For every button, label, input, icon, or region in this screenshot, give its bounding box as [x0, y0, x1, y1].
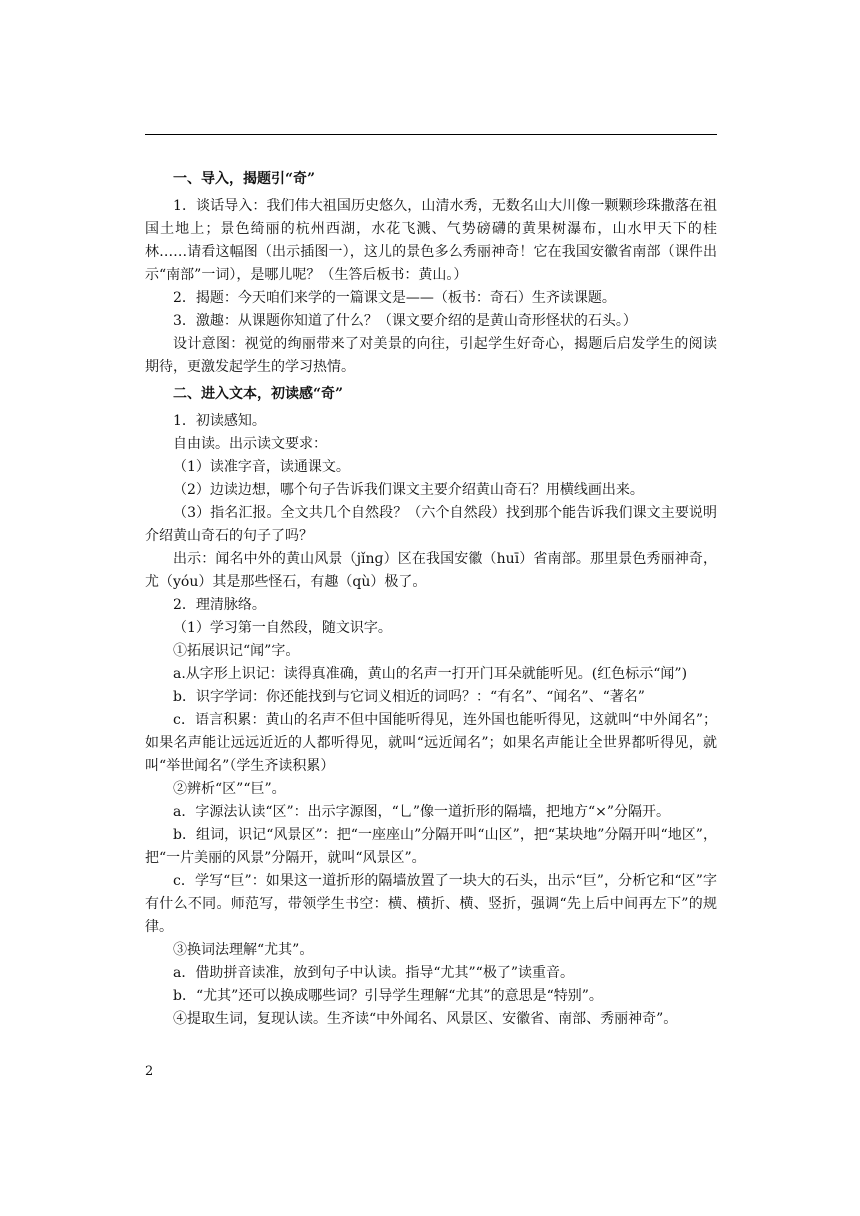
paragraph: 自由读。出示读文要求： — [173, 436, 327, 452]
paragraph: a．字源法认读“区”：出示字源图，“乚”像一道折形的隔墙，把地方“×”分隔开。 — [173, 804, 671, 820]
paragraph: （1）读准字音，读通课文。 — [173, 459, 350, 475]
paragraph: b．“尤其”还可以换成哪些词？引导学生理解“尤其”的意思是“特别”。 — [173, 988, 603, 1004]
paragraph: 1．初读感知。 — [173, 413, 266, 429]
section-heading-1: 一、导入，揭题引“奇” — [173, 171, 316, 187]
paragraph: b．识字学词：你还能找到与它词义相近的词吗？：“有名”、“闻名”、“著名” — [173, 689, 645, 705]
paragraph: 2．理清脉络。 — [173, 597, 266, 613]
page-number: 2 — [145, 1064, 154, 1079]
paragraph: 设计意图：视觉的绚丽带来了对美景的向往，引起学生好奇心，揭题后启发学生的阅读期待，更激发起学生的学习热情。 — [145, 336, 717, 375]
paragraph: a．借助拼音读准，放到句子中认读。指导“尤其”“极了”读重音。 — [173, 965, 574, 981]
paragraph: ①拓展识记“闻”字。 — [173, 643, 300, 659]
paragraph: 出示：闻名中外的黄山风景（jǐnɡ）区在我国安徽（huī）省南部。那里景色秀丽神奇，尤（yóu）其是那些怪石，有趣（qù）极了。 — [145, 551, 717, 590]
paragraph: ④提取生词，复现认读。生齐读“中外闻名、风景区、安徽省、南部、秀丽神奇”。 — [173, 1011, 678, 1027]
paragraph: ③换词法理解“尤其”。 — [173, 942, 314, 958]
paragraph: （3）指名汇报。全文共几个自然段？（六个自然段）找到那个能告诉我们课文主要说明介绍黄山奇石的句子了吗？ — [145, 505, 717, 544]
paragraph: a.从字形上识记：读得真准确，黄山的名声一打开门耳朵就能听见。(红色标示“闻”) — [173, 666, 688, 682]
section-heading-2: 二、进入文本，初读感“奇” — [173, 386, 344, 402]
paragraph: b．组词，识记“风景区”：把“一座座山”分隔开叫“山区”，把“某块地”分隔开叫“地区”，把“一片美丽的风景”分隔开，就叫“风景区”。 — [145, 827, 717, 866]
paragraph: 1．谈话导入：我们伟大祖国历史悠久，山清水秀，无数名山大川像一颗颗珍珠撒落在祖国土地上；景色绮丽的杭州西湖，水花飞溅、气势磅礴的黄果树瀑布，山水甲天下的桂林……请看这幅图（出示插图一），这儿的景色多么秀丽神奇！它在我国安徽省南部（课件出示“南部”一词），是哪儿呢？（生答后板书：黄山。） — [145, 198, 717, 283]
paragraph: 2．揭题：今天咱们来学的一篇课文是——（板书：奇石）生齐读课题。 — [173, 290, 616, 306]
document-body — [145, 168, 717, 1031]
header-rule — [145, 134, 717, 135]
paragraph: 3．激趣：从课题你知道了什么？（课文要介绍的是黄山奇形怪状的石头。） — [173, 313, 637, 329]
paragraph: c．语言积累：黄山的名声不但中国能听得见，连外国也能听得见，这就叫“中外闻名”；如果名声能让远远近近的人都听得见，就叫“远近闻名”；如果名声能让全世界都听得见，就叫“举世闻名”（学生齐读积累） — [145, 712, 717, 774]
paragraph: （1）学习第一自然段，随文识字。 — [173, 620, 392, 636]
paragraph: c．学写“巨”：如果这一道折形的隔墙放置了一块大的石头，出示“巨”，分析它和“区”字有什么不同。师范写，带领学生书空：横、横折、横、竖折，强调“先上后中间再左下”的规律。 — [145, 873, 717, 935]
paragraph: ②辨析“区”“巨”。 — [173, 781, 286, 797]
paragraph: （2）边读边想，哪个句子告诉我们课文主要介绍黄山奇石？用横线画出来。 — [173, 482, 644, 498]
